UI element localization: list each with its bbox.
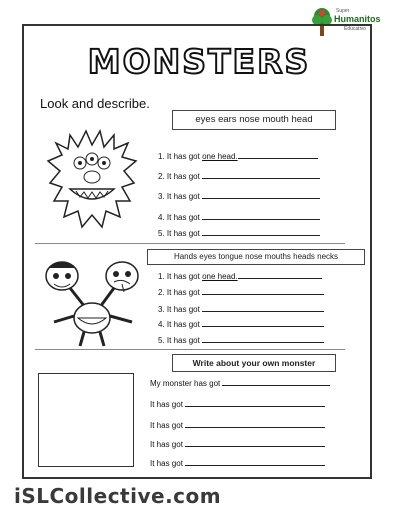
item-number: 5. — [158, 229, 165, 238]
answer-line[interactable] — [202, 303, 324, 312]
answer-line[interactable] — [202, 227, 320, 236]
logo-line1: Super — [336, 8, 350, 14]
word-bank-2: Hands eyes tongue nose mouths heads necks — [147, 249, 365, 265]
section-divider — [35, 243, 345, 244]
item-number: 1. — [158, 152, 165, 161]
line-prompt: It has got — [150, 440, 183, 449]
item-prompt: It has got — [166, 213, 200, 222]
item-answer: one head. — [202, 152, 238, 161]
monster-2-image — [40, 252, 145, 352]
answer-line[interactable] — [202, 318, 324, 327]
answer-line[interactable] — [202, 286, 324, 295]
list-item — [158, 318, 324, 329]
answer-line[interactable] — [202, 211, 320, 220]
item-number: 4. — [158, 320, 165, 329]
line-prompt: It has got — [150, 421, 183, 430]
list-item — [150, 419, 325, 430]
item-prompt: It has got — [166, 305, 200, 314]
drawing-box[interactable] — [38, 373, 134, 467]
list-item — [158, 334, 324, 345]
item-number: 3. — [158, 192, 165, 201]
item-number: 1. — [158, 272, 165, 281]
answer-line[interactable] — [185, 398, 325, 407]
logo-line2: Humanitos — [334, 14, 381, 24]
answer-line[interactable] — [238, 150, 318, 159]
list-item — [158, 303, 324, 314]
answer-line[interactable] — [202, 334, 324, 343]
word-bank-1: eyes ears nose mouth head — [172, 110, 336, 130]
list-item — [158, 286, 324, 297]
own-monster-header: Write about your own monster — [172, 354, 336, 372]
answer-line[interactable] — [185, 457, 325, 466]
list-item — [158, 211, 320, 222]
list-item — [150, 457, 325, 468]
list-item — [150, 398, 325, 409]
page-title: MONSTERS — [87, 42, 311, 81]
item-prompt: It has got — [166, 320, 200, 329]
list-item — [150, 377, 330, 388]
item-prompt: It has got — [166, 288, 200, 297]
footer-watermark: iSLCollective.com — [14, 484, 222, 508]
logo-line3: Educativo — [344, 26, 366, 32]
item-number: 2. — [158, 288, 165, 297]
item-number: 2. — [158, 172, 165, 181]
answer-line[interactable] — [185, 438, 325, 447]
instruction-text: Look and describe. — [40, 96, 150, 111]
list-item — [150, 438, 325, 449]
list-item — [158, 170, 320, 181]
section-divider — [35, 349, 345, 350]
item-prompt: It has got — [166, 172, 200, 181]
item-prompt: It has got — [166, 336, 200, 345]
line-prompt: My monster has got — [150, 379, 221, 388]
monster-1-image — [42, 125, 142, 235]
list-item — [158, 270, 322, 281]
answer-line[interactable] — [202, 170, 320, 179]
item-number: 4. — [158, 213, 165, 222]
answer-line[interactable] — [202, 190, 320, 199]
item-prompt: It has got — [166, 272, 200, 281]
item-prompt: It has got — [166, 192, 200, 201]
item-number: 5. — [158, 336, 165, 345]
item-prompt: It has got — [166, 152, 200, 161]
item-prompt: It has got — [166, 229, 200, 238]
list-item — [158, 227, 320, 238]
item-number: 3. — [158, 305, 165, 314]
line-prompt: It has got — [150, 459, 183, 468]
line-prompt: It has got — [150, 400, 183, 409]
list-item — [158, 190, 320, 201]
answer-line[interactable] — [185, 419, 325, 428]
answer-line[interactable] — [222, 377, 330, 386]
item-answer: one head. — [202, 272, 238, 281]
answer-line[interactable] — [238, 270, 322, 279]
list-item — [158, 150, 318, 161]
